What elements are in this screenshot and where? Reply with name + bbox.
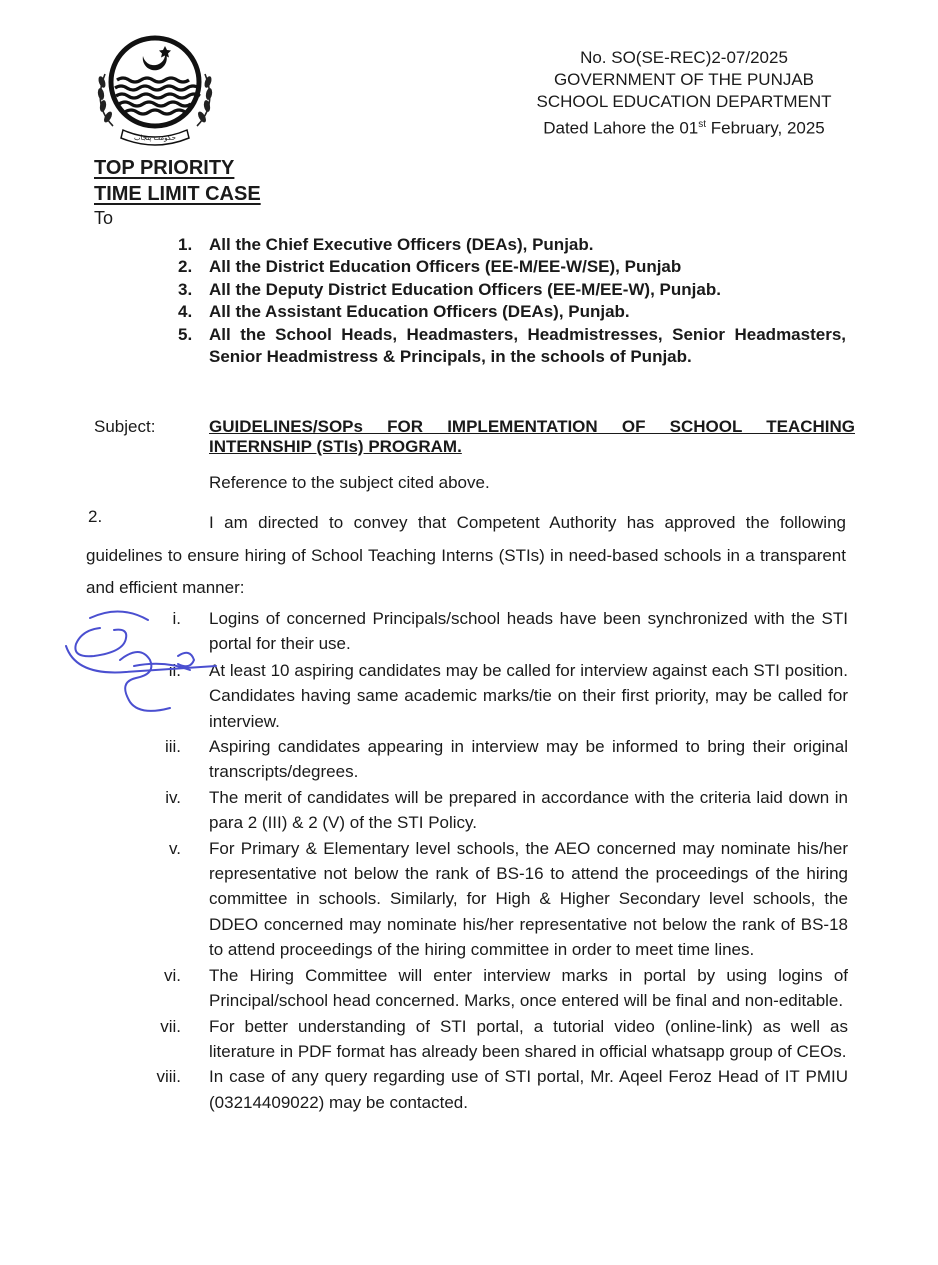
punjab-government-emblem	[93, 34, 217, 146]
guideline-item: ii. At least 10 aspiring candidates may be called for interview against each STI position. Candidates having same academic marks/tie on their first priority, may be called for interview.	[168, 660, 848, 731]
priority-label: TOP PRIORITY	[94, 157, 235, 179]
paragraph-body: I am directed to convey that Competent Authority has approved the following guidelines to ensure hiring of School Teaching Interns (STIs) in need-based schools in a transparent and efficient manner:	[86, 513, 846, 597]
emblem-urdu-text: حکومت پنجاب	[134, 134, 176, 142]
addressee-item: 5. All the School Heads, Headmasters, Headmistresses, Senior Headmasters, Senior Headmistress & Principals, in the schools of Punjab.	[178, 324, 846, 367]
paragraph-number: 2.	[88, 507, 103, 526]
guideline-item: i. Logins of concerned Principals/school heads have been synchronized with the STI portal for their use.	[172, 609, 848, 654]
to-label: To	[94, 208, 114, 228]
addressee-item: 4. All the Assistant Education Officers (DEAs), Punjab.	[178, 302, 630, 322]
date-line: Dated Lahore the 01st February, 2025	[543, 118, 825, 138]
guideline-item: vii. For better understanding of STI portal, a tutorial video (online-link) as well as literature in PDF format has already been shared in official whatsapp group of CEOs.	[160, 1016, 848, 1061]
government-title: GOVERNMENT OF THE PUNJAB	[553, 70, 815, 89]
addressee-item: 2. All the District Education Officers (EE-M/EE-W/SE), Punjab	[178, 257, 682, 277]
time-limit-label: TIME LIMIT CASE	[94, 183, 261, 205]
guideline-item: v. For Primary & Elementary level schools, the AEO concerned may nominate his/her representative not below the rank of BS-16 to attend the proceedings of the hiring committee in schools. Similarly, for High & Higher Secondary level schools, the DDEO concerned may nominate his/her representative not below the rank of BS-18 to attend proceedings of the hiring committee in order to meet time lines.	[169, 838, 848, 960]
addressee-item: 3. All the Deputy District Education Officers (EE-M/EE-W), Punjab.	[178, 279, 721, 299]
addressee-list	[178, 234, 846, 368]
guideline-item: vi. The Hiring Committee will enter interview marks in portal by using logins of Principal/school head concerned. Marks, once entered will be final and non-editable.	[164, 965, 848, 1011]
handwritten-initials	[60, 600, 220, 715]
reference-line: Reference to the subject cited above.	[209, 473, 490, 492]
guidelines-list	[148, 606, 848, 1115]
subject-label: Subject:	[94, 417, 156, 436]
guideline-item: iii. Aspiring candidates appearing in interview may be informed to bring their original transcripts/degrees.	[164, 737, 848, 782]
department-title: SCHOOL EDUCATION DEPARTMENT	[536, 92, 832, 111]
addressee-item: 1. All the Chief Executive Officers (DEAs), Punjab.	[178, 235, 594, 254]
guideline-item: viii. In case of any query regarding use of STI portal, Mr. Aqeel Feroz Head of IT PMIU (03214409022) may be contacted.	[156, 1067, 848, 1112]
subject-text: GUIDELINES/SOPs FOR IMPLEMENTATION OF SCHOOL TEACHING INTERNSHIP (STIs) PROGRAM.	[209, 417, 855, 456]
guideline-item: iv. The merit of candidates will be prepared in accordance with the criteria laid down in para 2 (III) & 2 (V) of the STI Policy.	[165, 787, 848, 833]
reference-number: No. SO(SE-REC)2-07/2025	[580, 48, 788, 67]
